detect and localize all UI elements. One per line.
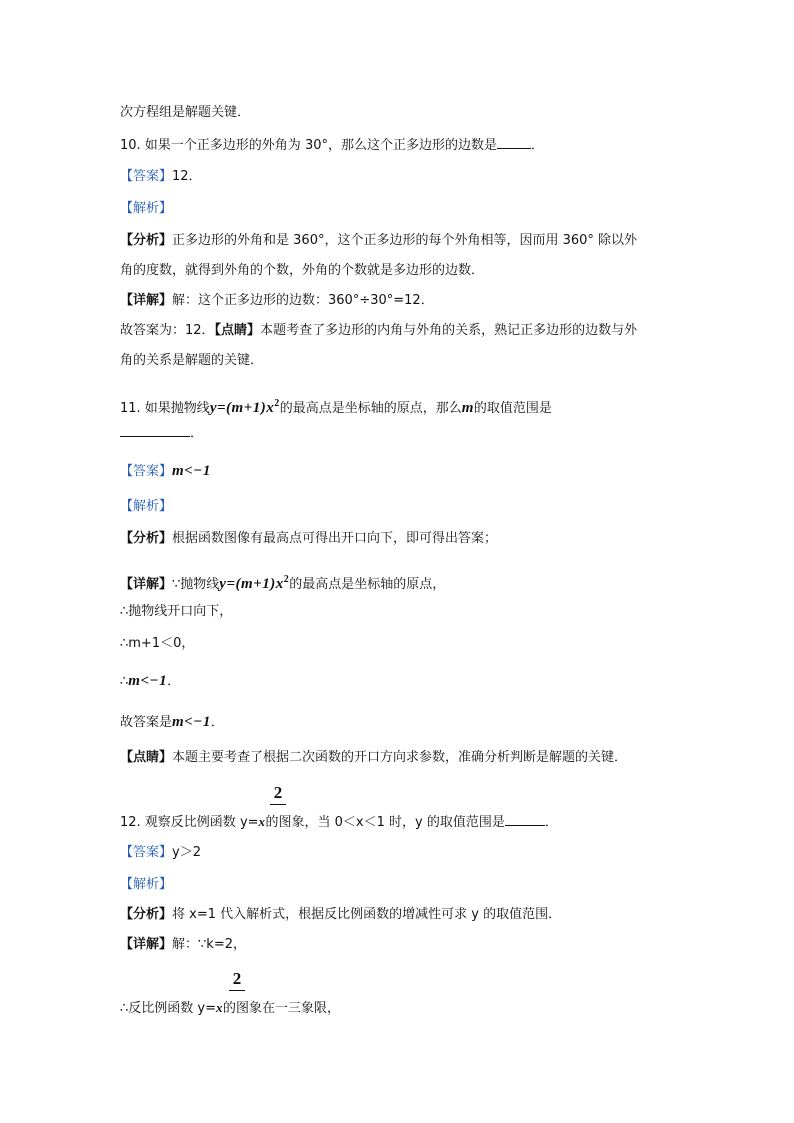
text: ∴抛物线开口向下， bbox=[120, 604, 233, 619]
formula-exponent: 2 bbox=[274, 398, 280, 409]
text-line bbox=[120, 672, 180, 691]
question-text: 11. 如果抛物线 bbox=[120, 401, 210, 416]
text: ∵抛物线 bbox=[172, 577, 220, 592]
formula bbox=[210, 400, 280, 416]
fraction-numerator: 2 bbox=[232, 969, 242, 988]
analysis-tag: 【解析】 bbox=[120, 201, 173, 216]
answer-tag: 【答案】 bbox=[120, 169, 173, 184]
fenxi-line bbox=[120, 530, 497, 548]
text-line bbox=[120, 635, 194, 653]
xiangjie-tag: 【详解】 bbox=[120, 293, 173, 308]
answer-line bbox=[120, 844, 201, 862]
text: ． bbox=[167, 674, 181, 689]
answer-text: y＞2 bbox=[172, 845, 201, 860]
xiangjie-line bbox=[120, 936, 246, 954]
text: ． bbox=[190, 426, 204, 441]
text: 解：∵k=2， bbox=[172, 937, 246, 952]
text-line bbox=[120, 999, 340, 1018]
fraction-bar bbox=[229, 990, 245, 991]
text: 解：这个正多边形的边数：360°÷30°=12． bbox=[172, 293, 434, 308]
fenxi-tag: 【分析】 bbox=[120, 233, 173, 248]
text: ． bbox=[530, 138, 544, 153]
answer-blank bbox=[120, 424, 190, 437]
analysis-heading bbox=[120, 498, 172, 516]
analysis-heading bbox=[120, 200, 172, 218]
text: ∴ bbox=[120, 674, 129, 689]
xiangjie-tag: 【详解】 bbox=[120, 937, 173, 952]
answer-line bbox=[120, 168, 202, 186]
text: 将 x=1 代入解析式，根据反比例函数的增减性可求 y 的取值范围． bbox=[172, 907, 562, 922]
answer-blank bbox=[497, 136, 531, 149]
dianjing-line bbox=[120, 322, 637, 340]
analysis-heading bbox=[120, 876, 172, 894]
blank-line bbox=[120, 424, 203, 443]
text: 根据函数图像有最高点可得出开口向下，即可得出答案； bbox=[172, 531, 498, 546]
analysis-tag: 【解析】 bbox=[120, 499, 173, 514]
formula-exponent: 2 bbox=[283, 574, 290, 585]
question-12 bbox=[120, 813, 558, 832]
dianjing-line bbox=[120, 749, 627, 767]
fraction bbox=[229, 970, 245, 993]
xiangjie-line bbox=[120, 292, 434, 310]
fenxi-tag: 【分析】 bbox=[120, 907, 173, 922]
dianjing-tag: 【点睛】 bbox=[214, 323, 261, 338]
xiangjie-tag: 【详解】 bbox=[120, 577, 173, 592]
text: ∴反比例函数 y= bbox=[120, 1001, 216, 1016]
text-line bbox=[120, 262, 484, 280]
xiangjie-line bbox=[120, 571, 445, 594]
answer-blank bbox=[505, 813, 545, 826]
text: 角的关系是解题的关键． bbox=[120, 353, 264, 368]
text: 本题主要考查了根据二次函数的开口方向求参数，准确分析判断是解题的关键． bbox=[172, 750, 628, 765]
text: 次方程组是解题关键． bbox=[120, 105, 251, 120]
text: 正多边形的外角和是 360°，这个正多边形的每个外角相等，因而用 360° 除以外 bbox=[172, 233, 638, 248]
text: 故答案是 bbox=[120, 715, 173, 730]
formula: m<−1 bbox=[172, 714, 211, 730]
text: 角的度数，就得到外角的个数，外角的个数就是多边形的边数． bbox=[120, 263, 485, 278]
text: 本题考查了多边形的内角与外角的关系，熟记正多边形的边数与外 bbox=[260, 323, 638, 338]
text: ． bbox=[210, 715, 224, 730]
text: 的最高点是坐标轴的原点，那么 bbox=[279, 401, 462, 416]
text: 的取值范围是 bbox=[473, 401, 552, 416]
fenxi-line bbox=[120, 232, 637, 250]
text-line bbox=[120, 603, 232, 621]
question-11 bbox=[120, 395, 552, 418]
answer-line bbox=[120, 462, 211, 481]
formula: m<−1 bbox=[128, 673, 168, 689]
dianjing-tag: 【点睛】 bbox=[120, 750, 173, 765]
text: 的图象在一三象限， bbox=[223, 1001, 341, 1016]
text: 的图象，当 0＜x＜1 时，y 的取值范围是 bbox=[265, 815, 505, 830]
text: 的最高点是坐标轴的原点， bbox=[289, 577, 446, 592]
fraction-bar bbox=[270, 804, 286, 805]
text-line bbox=[120, 713, 224, 732]
variable: m bbox=[461, 400, 474, 416]
fenxi-line bbox=[120, 906, 561, 924]
fenxi-tag: 【分析】 bbox=[120, 531, 173, 546]
answer-text: 12． bbox=[172, 169, 202, 184]
question-text: 10. 如果一个正多边形的外角为 30°，那么这个正多边形的边数是 bbox=[120, 138, 497, 153]
text: ∴m+1＜0， bbox=[120, 636, 195, 651]
fraction-denominator: x bbox=[258, 814, 266, 829]
analysis-tag: 【解析】 bbox=[120, 877, 173, 892]
fraction-numerator: 2 bbox=[273, 783, 283, 802]
fraction bbox=[270, 784, 286, 807]
question-10 bbox=[120, 136, 544, 155]
answer-tag: 【答案】 bbox=[120, 845, 173, 860]
question-text: 12. 观察反比例函数 y= bbox=[120, 815, 259, 830]
formula-text: y=(m+1)x bbox=[219, 576, 284, 592]
text: ． bbox=[544, 815, 558, 830]
text-line bbox=[120, 352, 263, 370]
answer-tag: 【答案】 bbox=[120, 464, 173, 479]
text: 故答案为：12． bbox=[120, 323, 215, 338]
text-line bbox=[120, 104, 250, 122]
formula-text: y=(m+1)x bbox=[209, 400, 275, 416]
formula bbox=[219, 576, 289, 592]
fraction-denominator: x bbox=[216, 1000, 223, 1015]
answer-formula: m<−1 bbox=[172, 463, 211, 479]
